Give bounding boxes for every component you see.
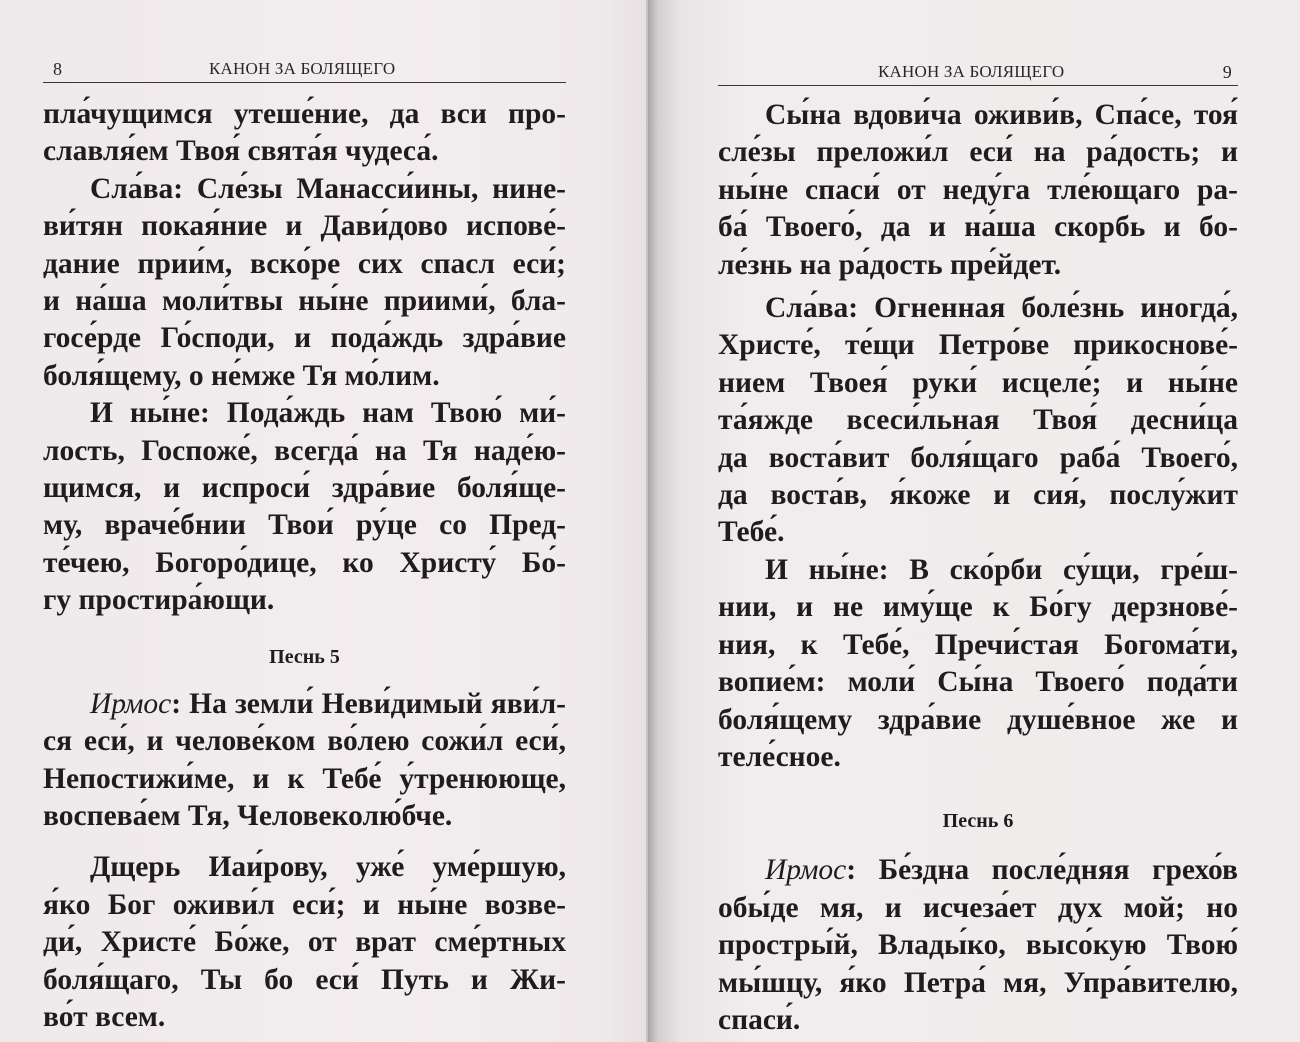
irmos-line: Ирмос: На земли́ Неви́димый яви́л-	[90, 687, 566, 720]
text-line: во́т всем.	[43, 1000, 166, 1033]
text-line: да воста́вит боля́щаго раба́ Твоего́,	[718, 441, 1238, 474]
page-number-left: 8	[53, 59, 63, 79]
text-line: ся еси́, и челове́ком во́лею сожи́л еси́,	[43, 725, 566, 758]
paragraph-slava: Сла́ва: Сле́зы Манасси́ины, нине-	[90, 172, 566, 205]
header-rule	[43, 82, 566, 83]
running-header-right	[718, 56, 1238, 86]
text-line: вопие́м: моли́ Сы́на Твоего́ пода́ти	[718, 666, 1238, 699]
irmos-line: Ирмос: Бе́здна после́дняя грехо́в	[765, 854, 1238, 887]
text-line: ле́знь на ра́дость пре́йдет.	[718, 248, 1062, 281]
text-line: му, враче́бнии Твои́ ру́це со Пред-	[43, 509, 566, 542]
song-heading-6: Песнь 6	[942, 810, 1014, 833]
text-line: пла́чущимся утеше́ние, да вси про-	[43, 98, 566, 130]
paragraph-syna: Сы́на вдови́ча оживи́в, Спа́се, тоя́	[765, 99, 1238, 131]
text-line: славля́ем Твоя́ свята́я чудеса́.	[43, 135, 439, 168]
running-title-right: КАНОН ЗА БОЛЯЩЕГО	[878, 62, 1065, 81]
text-line: те́чею, Богоро́дице, ко Христу́ Бо́-	[43, 546, 566, 579]
text-line: ви́тян покая́ние и Дави́дово испове́-	[43, 210, 566, 243]
text-line: дание прии́м, вско́ре сих спасл еси́;	[43, 247, 566, 280]
text-line: я́ко Бог оживи́л еси́; и ны́не возве-	[43, 888, 566, 921]
irmos-label: Ирмос	[90, 687, 172, 720]
text-line: сле́зы преложи́л еси́ на ра́дость; и	[718, 136, 1238, 169]
text-line: ди́, Христе́ Бо́же, от врат сме́ртных	[43, 926, 566, 959]
text-line: ния, к Тебе́, Пречи́стая Богома́ти,	[718, 628, 1238, 661]
text-line: ны́не спаси́ от неду́га тле́ющаго ра-	[718, 173, 1238, 206]
text-line: простры́й, Влады́ко, высо́кую Твою́	[718, 929, 1238, 962]
text-line: Тебе́.	[718, 516, 785, 549]
text-line: ба́ Твоего́, да и на́ша скорбь и бо-	[718, 211, 1238, 244]
paragraph-i-nyne: И ны́не: Пода́ждь нам Твою́ ми́-	[90, 397, 566, 430]
left-page-body	[43, 96, 566, 1036]
text-line: та́яжде всеси́льная Твоя́ десни́ца	[718, 404, 1238, 437]
header-rule	[718, 85, 1238, 86]
running-title-left: КАНОН ЗА БОЛЯЩЕГО	[209, 59, 396, 78]
right-page-body	[718, 97, 1238, 1039]
text-line: обы́де мя, и исчеза́ет дух мой; но	[718, 891, 1238, 924]
text-line: нии, и не иму́ще к Бо́гу дерзнове́-	[718, 591, 1238, 624]
page-number-right: 9	[1222, 62, 1232, 82]
running-header-left	[43, 53, 566, 83]
text-line: боля́щаго, Ты бо еси́ Путь и Жи-	[43, 963, 566, 996]
text-line: и на́ша моли́твы ны́не приими́, бла-	[43, 285, 566, 318]
text-line: Христе́, те́щи Петро́ве прикоснове́-	[718, 329, 1238, 362]
text-line: теле́сное.	[718, 740, 841, 773]
text-line: боля́щему здра́вие душе́вное же и	[718, 703, 1238, 736]
text-line: госе́рде Го́споди, и пода́ждь здра́вие	[43, 322, 566, 355]
left-page	[0, 0, 648, 1042]
text-line: нием Твоея́ руки́ исцеле́; и ны́не	[718, 366, 1238, 399]
text-line: Непостижи́ме, и к Тебе́ у́тренюющe,	[43, 762, 566, 795]
text-line: да воста́в, я́коже и сия́, послу́жит	[718, 479, 1238, 512]
text-line: воспева́ем Тя, Человеколю́бче.	[43, 799, 453, 832]
irmos-label: Ирмос	[765, 854, 847, 887]
text-line: гу простира́ющи.	[43, 584, 275, 617]
paragraph-i-nyne: И ны́не: В ско́рби су́щи, гре́ш-	[765, 553, 1238, 586]
text-line: лость, Госпоже́, всегда́ на Тя наде́ю-	[43, 434, 566, 467]
text-line: щимся, и испроси́ здра́вие боля́ще-	[43, 472, 566, 505]
text-line: боля́щему, о не́мже Тя мо́лим.	[43, 359, 440, 392]
text-line: мы́шцу, я́ко Петра́ мя, Упра́вителю,	[718, 966, 1238, 999]
paragraph-dshcher: Дщерь Иаи́рову, уже́ уме́ршую,	[90, 851, 566, 884]
paragraph-slava: Сла́ва: Огненная боле́знь иногда́,	[765, 292, 1238, 325]
right-page	[648, 0, 1300, 1042]
song-heading-5: Песнь 5	[269, 645, 340, 668]
text-line: спаси́.	[718, 1003, 801, 1036]
